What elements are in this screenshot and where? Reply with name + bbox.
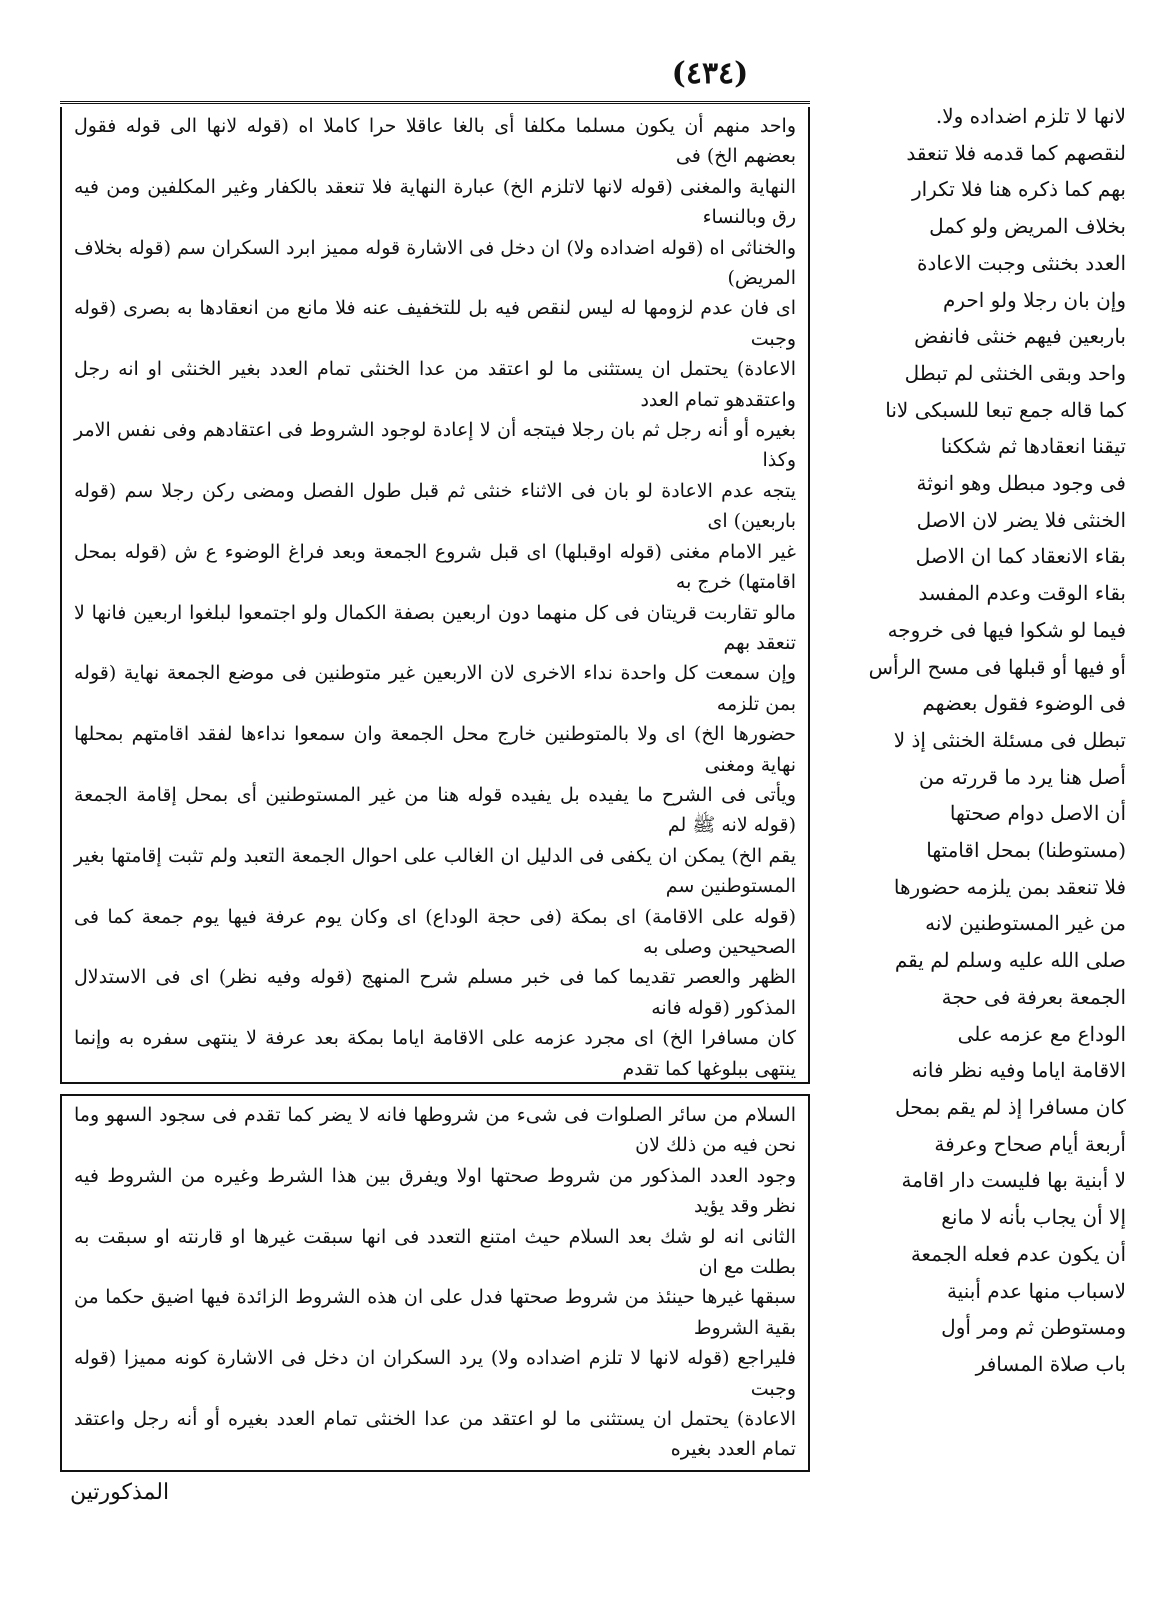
margin-gloss-line: الاقامة اياما وفيه نظر فانه — [911, 1058, 1126, 1083]
margin-gloss-line: بقاء الوقت وعدم المفسد — [918, 581, 1126, 606]
main-commentary — [62, 107, 808, 1082]
main-commentary-line: ويأتى فى الشرح ما يفيده بل يفيده قوله هنا من غير المستوطنين أى بمحل إقامة الجمعة (قوله لانه ﷺ لم — [74, 783, 796, 837]
main-commentary-line: الظهر والعصر تقديما كما فى خبر مسلم شرح المنهج (قوله وفيه نظر) اى فى الاستدلال المذكور (قوله فانه — [74, 966, 796, 1019]
margin-gloss-line: لنقصهم كما قدمه فلا تنعقد — [906, 140, 1126, 165]
margin-gloss-line: كما قاله جمع تبعا للسبكى لانا — [885, 397, 1126, 422]
margin-gloss-line: من غير المستوطنين لانه — [925, 911, 1126, 936]
main-commentary-line: وإن سمعت كل واحدة نداء الاخرى لان الاربعين غير متوطنين فى موضع الجمعة نهاية (قوله بمن تلزمه — [74, 662, 796, 715]
margin-gloss-line: فيما لو شكوا فيها فى خروجه — [887, 617, 1126, 642]
margin-gloss-line: باب صلاة المسافر — [975, 1351, 1126, 1376]
lower-commentary-line: الثانى انه لو شك بعد السلام حيث امتنع التعدد فى انها سبقت غيرها او قارنته او سبقت به بطلت مع ان — [74, 1225, 796, 1279]
margin-gloss-line: وإن بان رجلا ولو احرم — [942, 287, 1126, 312]
margin-gloss-line: فى الوضوء فقول بعضهم — [922, 691, 1126, 716]
margin-gloss-line: بخلاف المريض ولو كمل — [929, 214, 1126, 239]
main-commentary-line: الاعادة) يحتمل ان يستثنى ما لو اعتقد من عدا الخنثى تمام العدد بغير الخنثى او انه رجل واعتقدهو تمام العدد — [74, 358, 796, 411]
margin-gloss-line: لاسباب منها عدم أبنية — [947, 1278, 1126, 1303]
margin-gloss-line: لانها لا تلزم اضداده ولا. — [935, 104, 1126, 128]
margin-gloss-line: بهم كما ذكره هنا فلا تكرار — [911, 177, 1126, 202]
margin-gloss-line: أصل هنا يرد ما قررته من — [919, 764, 1126, 789]
top-double-rule — [60, 101, 810, 104]
main-commentary-line: يقم الخ) يمكن ان يكفى فى الدليل ان الغالب على احوال الجمعة التعبد ولم تثبت إقامتها بغير المستوطنين سم — [74, 844, 796, 898]
margin-gloss-line: أو فيها أو قبلها فى مسح الرأس — [868, 654, 1126, 679]
margin-gloss-line: صلى الله عليه وسلم لم يقم — [894, 948, 1126, 973]
margin-gloss-line: أربعة أيام صحاح وعرفة — [934, 1131, 1126, 1156]
margin-gloss-column — [826, 98, 1126, 1498]
margin-gloss-line: العدد بخنثى وجبت الاعادة — [916, 250, 1126, 275]
margin-gloss-line: كان مسافرا إذ لم يقم بمحل — [895, 1094, 1126, 1119]
page-number: (٤٣٤) — [671, 56, 749, 91]
main-commentary-line: واحد منهم أن يكون مسلما مكلفا أى بالغا عاقلا حرا كاملا اه (قوله لانها الى قوله فقول بعضهم الخ) فى — [74, 115, 796, 168]
lower-commentary-line: وجود العدد المذكور من شروط صحتها اولا ويفرق بين هذا الشرط وغيره من الشروط فيه نظر وقد يؤيد — [74, 1164, 796, 1218]
main-commentary-line: اى فان عدم لزومها له ليس لنقص فيه بل للتخفيف عنه فلا مانع من انعقادها به بصرى (قوله وجبت — [74, 297, 796, 350]
lower-commentary — [62, 1096, 808, 1470]
margin-gloss-line: واحد وبقى الخنثى لم تبطل — [904, 360, 1126, 385]
main-commentary-line: حضورها الخ) اى ولا بالمتوطنين خارج محل الجمعة وان سمعوا نداءها لفقد اقامتهم بمحلها نهاية ومغنى — [74, 723, 796, 776]
margin-gloss-line: فلا تنعقد بمن يلزمه حضورها — [893, 874, 1126, 899]
main-commentary-line: يتجه عدم الاعادة لو بان فى الاثناء خنثى ثم قبل طول الفصل ومضى ركن رجلا سم (قوله باربعين) اى — [74, 479, 796, 533]
catchword: المذكورتين — [70, 1480, 170, 1505]
margin-gloss-line: الجمعة بعرفة فى حجة — [941, 984, 1126, 1009]
lower-commentary-line: فليراجع (قوله لانها لا تلزم اضداده ولا) يرد السكران ان دخل فى الاشارة كونه مميزا (قوله وجبت — [74, 1347, 796, 1400]
main-commentary-line: النهاية والمغنى (قوله لانها لاتلزم الخ) عبارة النهاية فلا تنعقد بالكفار وغير المكلفين ومن فيه رق وبالنساء — [74, 175, 796, 229]
lower-commentary-line: سبقها غيرها حينئذ من شروط صحتها فدل على ان هذه الشروط الزائدة فيها اضيق حكما من بقية الشروط — [74, 1286, 796, 1339]
margin-gloss-line: باربعين فيهم خنثى فانفض — [914, 324, 1126, 349]
lower-commentary-line: السلام من سائر الصلوات فى شىء من شروطها فانه لا يضر كما تقدم فى سجود السهو وما نحن فيه من ذلك لان — [74, 1104, 796, 1157]
main-commentary-line: والخناثى اه (قوله اضداده ولا) ان دخل فى الاشارة قوله مميز ابرد السكران سم (قوله بخلاف المريض) — [74, 236, 796, 290]
main-commentary-line: غير الامام مغنى (قوله اوقبلها) اى قبل شروع الجمعة وبعد فراغ الوضوء ع ش (قوله بمحل اقامتها) خرج به — [74, 540, 796, 594]
margin-gloss-line: أن الاصل دوام صحتها — [949, 801, 1126, 826]
margin-gloss-line: الخنثى فلا يضر لان الاصل — [916, 507, 1126, 532]
lower-commentary-line — [74, 1465, 796, 1470]
lower-commentary-frame — [60, 1094, 810, 1472]
margin-gloss-line: إلا أن يجاب بأنه لا مانع — [941, 1205, 1126, 1230]
margin-gloss-line: بقاء الانعقاد كما ان الاصل — [915, 544, 1126, 569]
lower-commentary-line: الاعادة) يحتمل ان يستثنى ما لو اعتقد من عدا الخنثى تمام العدد بغيره أو أنه رجل واعتقد تمام العدد بغيره — [74, 1408, 796, 1461]
margin-gloss-line: ومستوطن ثم ومر أول — [941, 1315, 1126, 1340]
main-commentary-line: (قوله على الاقامة) اى بمكة (فى حجة الوداع) اى وكان يوم عرفة فيها يوم جمعة كما فى الصحيحين وصلى به — [74, 905, 796, 958]
margin-gloss-line: أن يكون عدم فعله الجمعة — [910, 1241, 1126, 1266]
margin-gloss-line: فى وجود مبطل وهو انوثة — [916, 471, 1126, 496]
margin-gloss-line: لا أبنية بها فليست دار اقامة — [901, 1168, 1126, 1193]
margin-gloss-line: تيقنا انعقادها ثم شككنا — [940, 434, 1126, 459]
margin-gloss-line: الوداع مع عزمه على — [957, 1021, 1126, 1046]
main-commentary-line: مالو تقاربت قريتان فى كل منهما دون اربعين بصفة الكمال ولو اجتمعوا لبلغوا اربعين فانها لا تنعقد بهم — [74, 601, 796, 654]
margin-gloss-line: تبطل فى مسئلة الخنثى إذ لا — [893, 727, 1126, 752]
main-commentary-frame — [60, 107, 810, 1084]
margin-gloss-line: (مستوطنا) بمحل اقامتها — [926, 838, 1126, 863]
main-commentary-line: بغيره أو أنه رجل ثم بان رجلا فيتجه أن لا إعادة لوجود الشروط فى اعتقادهم وفى نفس الامر وكذا — [74, 419, 796, 472]
main-commentary-line: كان مسافرا الخ) اى مجرد عزمه على الاقامة اياما بمكة بعد عرفة لا ينتهى سفره به وإنما ينتهى ببلوغها كما تقدم — [74, 1027, 796, 1080]
